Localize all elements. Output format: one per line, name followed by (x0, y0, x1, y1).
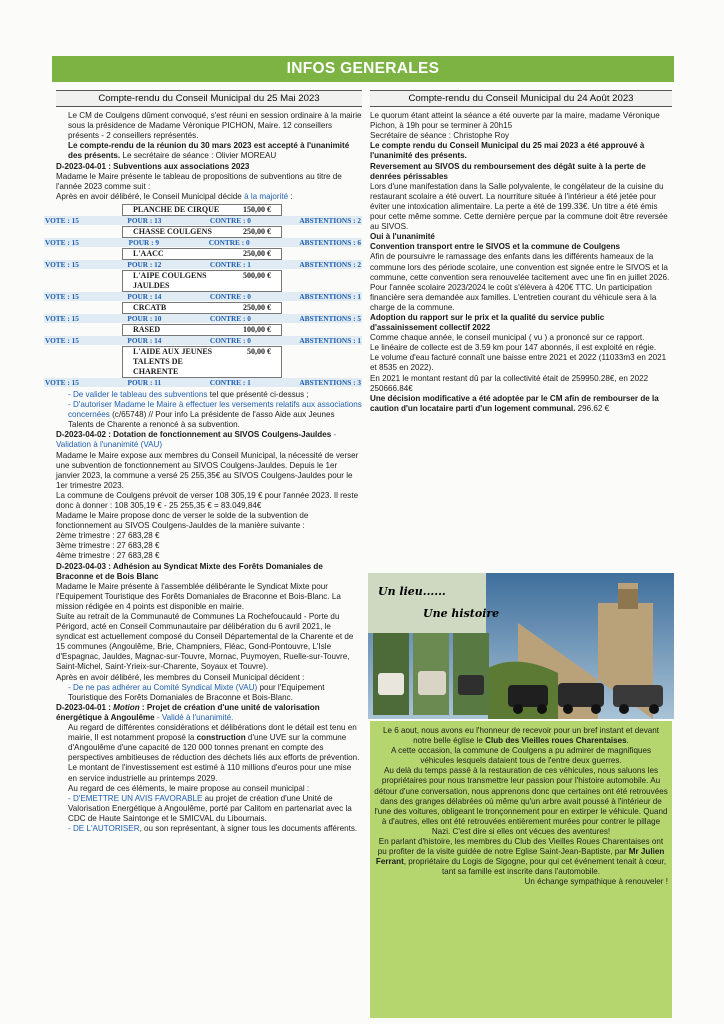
bullet-authorize-rest: (c/65748) // Pour info La présidente de l'asso Aide aux Jeunes Talents de Charente a renoncé à sa subvention. (68, 410, 335, 430)
vote-association-name (122, 248, 282, 260)
bullet-favorable: - D'EMETTRE UN AVIS FAVORABLE (68, 793, 203, 803)
right-column (370, 90, 672, 414)
sivos-refund-text: Lors d'une manifestation dans la Salle polyvalente, le congélateur de la cuisine du restaurant scolaire a été ouvert. La nourriture située à l'intérieur a été jetée pour éviter une intoxication alimentaire. La perte a été de 199.33€. Un titre a été émis pour cette même somme. Cette dernière perçue par la commune doit être reversée au SIVOS. (370, 181, 668, 232)
vote-contre: CONTRE : 0 (209, 335, 251, 345)
vote-row (44, 314, 362, 323)
church-cars-photo (368, 573, 674, 719)
deliberation-1-text: Madame le Maire présente le tableau de propositions de subventions au titre de l'année 2023 comme suit : (56, 171, 342, 191)
transport-text: Afin de poursuivre le ramassage des enfants dans les différents hameaux de la commune lors des période scolaire, une convention est signée entre le SIVOS et la commune, cette convention sera renouvelée tacitement avec une fin en juillet 2026. Pour l'année scolaire 2023/2024 le coût s'élèvera à 420€ TTC. Un participation financière sera demandée aux familles. L'entretien courant du véhicule sera à la charge de la commune. (370, 252, 670, 312)
deliberation-2-text-2: La commune de Coulgens prévoit de verser 108 305,19 € pour l'année 2023. Il reste donc à donner : 108 305,19 € - 25 255,35 € = 83.049,84€ (56, 490, 359, 510)
vote-vote: VOTE : 15 (45, 237, 79, 247)
vote-abst: ABSTENTIONS : 2 (299, 215, 361, 225)
association-amount: 250,00 € (243, 302, 271, 312)
secretary: Le secrétaire de séance : Olivier MOREAU (120, 151, 277, 161)
vote-row (44, 336, 362, 345)
vote-association-name (122, 226, 282, 238)
vote-association-name (122, 346, 282, 378)
vote-vote: VOTE : 15 (45, 259, 79, 269)
association-name: CRCATB (133, 302, 167, 312)
vote-contre: CONTRE : 0 (209, 291, 251, 301)
story-paragraph-2: A cette occasion, la commune de Coulgens a pu admirer de magnifiques véhicules lesquels dataient tous de l'entre deux guerres. (390, 746, 652, 766)
deliberation-2-text-3: Madame le Maire propose donc de verser le solde de la subvention de fonctionnement au SIVOS Coulgens-Jauldes de la manière suivante : (56, 511, 309, 531)
sivos-refund-title: Reversement au SIVOS du remboursement des dégât suite à la perte de denrées périssables (370, 161, 646, 181)
sanitation-text-4: En 2021 le montant restant dû par la collectivité était de 259950.28€, en 2022 250666.84€ (370, 373, 649, 393)
vote-pour: POUR : 10 (127, 313, 162, 323)
bullet-favorable-rest: au projet de création d'une Unité de Valorisation Energétique à Angoulême, porté par Calitom en partenariat avec la CDC de Haute Saintonge et le SMICVAL du Libournais. (68, 793, 352, 823)
vote-row (44, 260, 362, 269)
construction-word: construction (196, 733, 246, 743)
association-name: L'AIPE COULGENS JAULDES (133, 270, 207, 290)
bullet-authorize-sign: - DE L'AUTORISER (68, 823, 140, 833)
bullet-no-join-rest: pour l'Equipement Touristique des Forêts Domaniales de Braconne et Bois-Blanc. (68, 682, 325, 702)
vote-abst: ABSTENTIONS : 3 (299, 377, 361, 387)
colon: : (288, 191, 293, 201)
sanitation-text-2: Le linéaire de collecte est de 3.59 km pour 147 abonnés, il est exploité en régie. (370, 343, 657, 353)
deliberation-1-decision: Après en avoir délibéré, le Conseil Municipal décide (56, 191, 245, 201)
deliberation-3-text-3: Après en avoir délibéré, les membres du Conseil Municipal décident : (56, 672, 305, 682)
script-title-2: Une histoire (423, 607, 500, 620)
deliberation-4-validation: - Validé à l'unanimité. (154, 712, 234, 722)
sanitation-title: Adoption du rapport sur le prix et la qualité du service public d'assainissement collectif 2022 (370, 312, 605, 333)
vote-abst: ABSTENTIONS : 1 (299, 335, 361, 345)
association-amount: 250,00 € (243, 248, 271, 258)
deliberation-1-title: D-2023-04-01 : Subventions aux associations 2023 (56, 161, 250, 171)
story-paragraph-3: Au delà du temps passé à la restauration de ces véhicules, nous saluons les propriétaires pour nous transmettre leur passion pour l'histoire automobile. Au détour d'une conversation, nous apprenons donc que certaines ont été retrouvées dans des granges délabrées où même qu'un arbre avait poussé à l'intérieur de l'une des voitures, obligeant le tronçonnement pour en extirper le véhicule. Quand à d'autres, elles ont été retrouvées entièrement murées pour contrer le pillage Nazi. C'est dire si elles ont vécues des aventures! (374, 766, 668, 836)
deliberation-3-title: D-2023-04-03 : Adhésion au Syndicat Mixte des Forêts Domaniales de Braconne et de Bois Blanc (56, 561, 323, 581)
vote-abst: ABSTENTIONS : 5 (299, 313, 361, 323)
deliberation-4-id: D-2023-04-01 : (56, 702, 114, 712)
deliberation-3-text-1: Madame le Maire présente à l'assemblée délibérante le Syndicat Mixte pour l'Equipement Touristique des Forêts Domaniales de Braconne et Bois-Blanc. La mission rédigée en 4 points est disponible en mairie. (56, 581, 341, 611)
quorum-text: Le quorum étant atteint la séance a été ouverte par la maire, madame Véronique Pichon, à 19h pour se terminer à 20h15 (370, 111, 660, 131)
story-paragraph-4b: , propriétaire du Logis de Sigogne, pour qui cet événement tenait à cœur, tant sa famille est inscrite dans l'automobile. (403, 857, 667, 877)
vote-vote: VOTE : 15 (45, 377, 79, 387)
transport-title: Convention transport entre le SIVOS et la commune de Coulgens (370, 242, 621, 252)
sanitation-text-3: Le volume d'eau facturé connaît une baisse entre 2021 et 2022 (11033m3 en 2021 et 8535 en 2022). (370, 353, 667, 373)
association-name: L'AACC (133, 248, 164, 258)
club-name: Club des Vieilles roues Charentaises (485, 736, 627, 746)
modification-decision: Une décision modificative a été adoptée par le CM afin de rembourser de la caution d'un locataire parti d'un logement communal. (370, 393, 659, 413)
vote-row (44, 216, 362, 225)
bullet-validate: - De valider le tableau des subventions (68, 389, 208, 399)
vote-contre: CONTRE : 0 (209, 313, 251, 323)
vote-abst: ABSTENTIONS : 6 (299, 237, 361, 247)
vote-vote: VOTE : 15 (45, 215, 79, 225)
vote-pour: POUR : 13 (127, 215, 162, 225)
vote-vote: VOTE : 15 (45, 313, 79, 323)
vote-pour: POUR : 11 (127, 377, 162, 387)
deposit-amount: 296.62 € (575, 403, 610, 413)
photo-collage (368, 573, 674, 719)
deliberation-4-text-3: Au regard de ces éléments, le maire propose au conseil municipal : (68, 783, 310, 793)
deliberation-4-title: : Projet de création d'une unité de valorisation énergétique à Angoulême (56, 702, 320, 722)
vote-association-name (122, 204, 282, 216)
deliberation-2-text-1: Madame le Maire expose aux membres du Conseil Municipal, la nécessité de verser une subvention de fonctionnement au SIVOS Coulgens-Jauldes. Depuis le 1er janvier 2023, la commune a versé 25 255,35€ au SIVOS Coulgens-Jauldes pour le 1er trimestre 2023. (56, 450, 359, 490)
association-amount: 100,00 € (243, 324, 271, 334)
deliberation-2-title: D-2023-04-02 : Dotation de fonctionnement au SIVOS Coulgens-Jauldes (56, 430, 334, 440)
deliberation-4-text-1b: d'une UVE sur la commune d'Angoulême d'une capacité de 120 000 tonnes prenant en compte des perspectives ambitieuses de réduction des déchets liés aux efforts de prévention. (68, 733, 360, 763)
sanitation-text-1: Comme chaque année, le conseil municipal ( vu ) a prononcé sur ce rapport. (370, 333, 645, 343)
vote-abst: ABSTENTIONS : 2 (299, 259, 361, 269)
vote-abst: ABSTENTIONS : 1 (299, 291, 361, 301)
association-name: PLANCHE DE CIRQUE (133, 204, 220, 214)
deliberation-2-validation: -Validation à l'unanimité (VAU) (56, 430, 337, 450)
association-amount: 500,00 € (243, 270, 271, 280)
vote-contre: CONTRE : 1 (209, 259, 251, 269)
association-name: RASED (133, 324, 161, 334)
story-paragraph-4: En parlant d'histoire, les membres du Club des Vieilles Roues Charentaises ont pu profiter de la visite guidée de notre Eglise Saint-Jean-Baptiste, par (377, 837, 664, 857)
guide-name: Mr Julien Ferrant (375, 847, 665, 867)
vote-association-name (122, 324, 282, 336)
vote-row (44, 238, 362, 247)
unanimity-text: Oui à l'unanimité (370, 232, 435, 242)
vote-contre: CONTRE : 1 (209, 377, 251, 387)
deliberation-4-text-1: Au regard de différentes considérations et délibérations dont le détail est tenu en mairie, Il est notamment proposé la (68, 723, 357, 743)
deliberation-3-text-2: Suite au retrait de la Communauté de Communes La Rochefoucauld - Porte du Périgord, acté en Conseil Communautaire par délibération du 6 avril 2021, le syndicat est actuellement composé du Conseil Départemental de la Charente et de 15 communes (Angoulême, Brie, Champniers, Fléac, Gond-Pontouvre, L'Isle d'Espagnac, Jauldes, Magnac-sur-Touvre, Mornac, Puymoyen, Ruelle-sur-Touvre, Saint-Michel, Saint-Yrieix-sur-Charente, Soyaux et Touvre). (56, 612, 354, 672)
left-column (45, 90, 362, 834)
vote-vote: VOTE : 15 (45, 291, 79, 301)
vote-pour: POUR : 9 (128, 237, 160, 247)
subsidy-vote-table (44, 204, 362, 387)
motion-label: Motion (113, 702, 140, 712)
vote-contre: CONTRE : 0 (209, 215, 251, 225)
quarter-3: 3ème trimestre : 27 683,28 € (56, 541, 160, 551)
vote-pour: POUR : 14 (127, 335, 162, 345)
quarter-4: 4ème trimestre : 27 683,28 € (56, 551, 160, 561)
vote-contre: CONTRE : 0 (208, 237, 250, 247)
left-title: Compte-rendu du Conseil Municipal du 25 Mai 2023 (56, 90, 362, 107)
bullet-no-join: - De ne pas adhérer au Comité Syndical Mixte (VAU) (68, 682, 258, 692)
bullet-authorize-sign-rest: , ou son représentant, à signer tous les documents afférents. (139, 823, 358, 833)
vote-vote: VOTE : 15 (45, 335, 79, 345)
vote-row (44, 292, 362, 301)
previous-minutes: Le compte-rendu de la réunion du 30 mars 2023 est accepté à l'unanimité des présents. (68, 141, 350, 161)
story-box (370, 721, 672, 1018)
script-title-1: Un lieu...... (378, 585, 446, 598)
period: . (626, 736, 629, 746)
vote-pour: POUR : 12 (127, 259, 162, 269)
vote-association-name (122, 302, 282, 314)
association-amount: 150,00 € (243, 204, 271, 214)
association-name: CHASSE COULGENS (133, 226, 212, 236)
story-intro: Le 6 aout, nous avons eu l'honneur de recevoir pour un bref instant et devant notre belle église le (382, 726, 660, 746)
vote-row (44, 378, 362, 387)
bullet-authorize: - D'autoriser Madame le Maire à effectuer les versements relatifs aux associations concernées (68, 400, 362, 420)
right-title: Compte-rendu du Conseil Municipal du 24 Août 2023 (370, 90, 672, 107)
story-closing: Un échange sympathique à renouveler ! (524, 877, 668, 887)
bullet-validate-rest: tel que présenté ci-dessus ; (207, 389, 309, 399)
association-amount: 50,00 € (247, 346, 271, 356)
majority-text: à la majorité (244, 191, 289, 201)
vote-association-name (122, 270, 282, 292)
intro-text: Le CM de Coulgens dûment convoqué, s'est réuni en session ordinaire à la mairie sous la présidence de Madame Véronique PICHON, Maire. 12 conseillers présents - 2 conseillers représentés. (68, 111, 362, 141)
minutes-approved: Le compte rendu du Conseil Municipal du 25 mai 2023 a été approuvé à l'unanimité des présents. (370, 141, 645, 161)
vote-pour: POUR : 14 (127, 291, 162, 301)
quarter-2: 2ème trimestre : 27 683,28 € (56, 531, 160, 541)
association-amount: 250,00 € (243, 226, 271, 236)
deliberation-4-text-2: Le montant de l'investissement est estimé à 110 millions d'euros pour une mise en service industrielle au printemps 2029. (68, 763, 352, 783)
association-name: L'AIDE AUX JEUNES TALENTS DE CHARENTE (133, 346, 213, 376)
secretary-right: Secrétaire de séance : Christophe Roy (370, 131, 510, 141)
section-banner: INFOS GENERALES (52, 56, 674, 82)
